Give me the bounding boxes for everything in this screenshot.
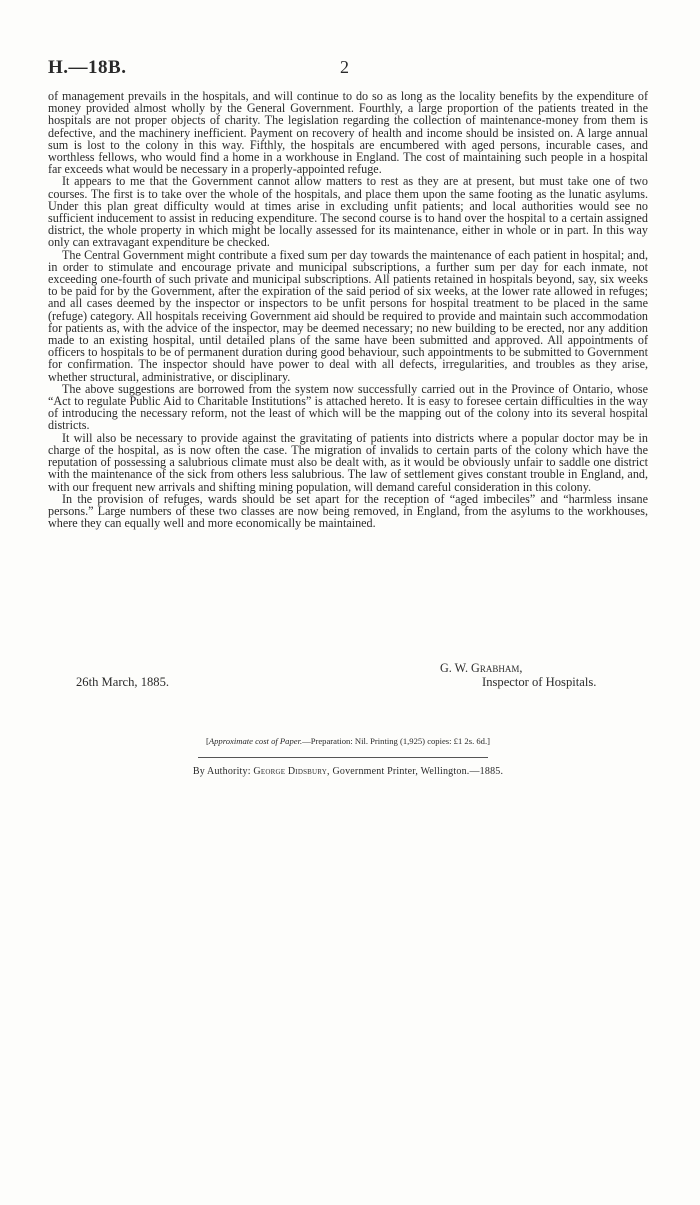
signatory-surname: Grabham, <box>471 661 523 675</box>
imprint-suffix: Government Printer, Wellington.—1885. <box>332 766 504 777</box>
cost-note-details: —Preparation: Nil. Printing (1,925) copies: £1 2s. 6d. <box>302 736 488 746</box>
paragraph-6: In the provision of refuges, wards should be set apart for the reception of “aged imbeciles” and “harmless insane persons.” Large numbers of these two classes are now being removed, in England, from the asylums to the workhouses, where they can equally well and more economically be maintained. <box>48 491 648 531</box>
divider-rule <box>198 757 488 758</box>
body-text <box>48 90 648 529</box>
printer-imprint <box>48 766 648 777</box>
imprint-printer: George Didsbury, <box>253 766 330 777</box>
signatory-initials: G. W. <box>440 661 468 675</box>
cost-note-label: Approximate cost of Paper. <box>208 736 303 746</box>
signatory-title: Inspector of Hospitals. <box>482 675 597 689</box>
signature-block <box>48 662 648 702</box>
page-number: 2 <box>340 57 349 77</box>
paragraph-3: The Central Government might contribute a fixed sum per day towards the maintenance of each patient in hospital; and, in order to stimulate and encourage private and municipal subscriptions, a further sum per day for each inmate, not exceeding one-fourth of such private and municipal subscriptions. All patients retained in hospitals beyond, say, six weeks to be paid for by the Government, after the expiration of the said period of six weeks, at the lower rate allowed in refuges; and all cases deemed by the inspector or inspectors to be unfit persons for hospital treatment to be placed in the same (refuge) category. All hospitals receiving Government aid should be required to provide and maintain such accommodation for patients as, with the advice of the inspector, may be deemed necessary; no new building to be erected, nor any addition made to an existing hospital, until detailed plans of the same have been submitted and approved. All appointments of officers to hospitals to be of permanent duration during good behaviour, such appointments to be submitted to Government for confirmation. The inspector should have power to deal with all defects, irregularities, and troubles as they arise, whether structural, administrative, or disciplinary. <box>48 247 648 384</box>
paragraph-5: It will also be necessary to provide against the gravitating of patients into districts where a popular doctor may be in charge of the hospital, as is now often the case. The migration of invalids to certain parts of the colony which have the reputation of possessing a salubrious climate must also be dealt with, as it would be obviously unfair to saddle one district with the maintenance of the sick from others less salubrious. The law of settlement gives constant trouble in England, and, with our frequent new arrivals and shifting mining population, will demand careful consideration in this colony. <box>48 430 648 494</box>
paragraph-2: It appears to me that the Government cannot allow matters to rest as they are at present, but must take one of two courses. The first is to take over the whole of the hospitals, and place them upon the same footing as the lunatic asylums. Under this plan great difficulty would at times arise in excluding unfit patients; and local authorities would see no sufficient inducement to assist in reducing expenditure. The second course is to hand over the hospital to a certain assigned district, the whole property in which might be locally assessed for its maintenance, either in whole or in part. In this way only can extravagant expenditure be checked. <box>48 174 648 250</box>
paragraph-1: of management prevails in the hospitals, and will continue to do so as long as the locality benefits by the expenditure of money provided almost wholly by the General Government. Fourthly, a large proportion of the patients treated in the hospitals are not proper objects of charity. The legislation regarding the collection of maintenance-money from them is defective, and the machinery inefficient. Payment on recovery of health and income should be insisted on. A large annual sum is lost to the colony in this way. Fifthly, the hospitals are encumbered with aged persons, incurable cases, and worthless fellows, who would find a home in a workhouse in England. The cost of maintaining such people in a hospital far exceeds what would be necessary in a properly-appointed refuge. <box>48 89 648 177</box>
document-reference: H.—18B. <box>48 57 127 78</box>
signature-date: 26th March, 1885. <box>76 675 170 689</box>
cost-note: [Approximate cost of Paper.—Preparation: Nil. Printing (1,925) copies: £1 2s. 6d.] <box>206 736 490 746</box>
page-header <box>48 57 648 79</box>
signatory-name <box>440 662 522 674</box>
paragraph-4: The above suggestions are borrowed from the system now successfully carried out in the Province of Ontario, whose “Act to regulate Public Aid to Charitable Institutions” is attached hereto. It is easy to foresee certain difficulties in the way of introducing the necessary reform, not the least of which will be the mapping out of the colony into its several hospital districts. <box>48 381 648 433</box>
imprint-prefix: By Authority: <box>192 766 251 777</box>
